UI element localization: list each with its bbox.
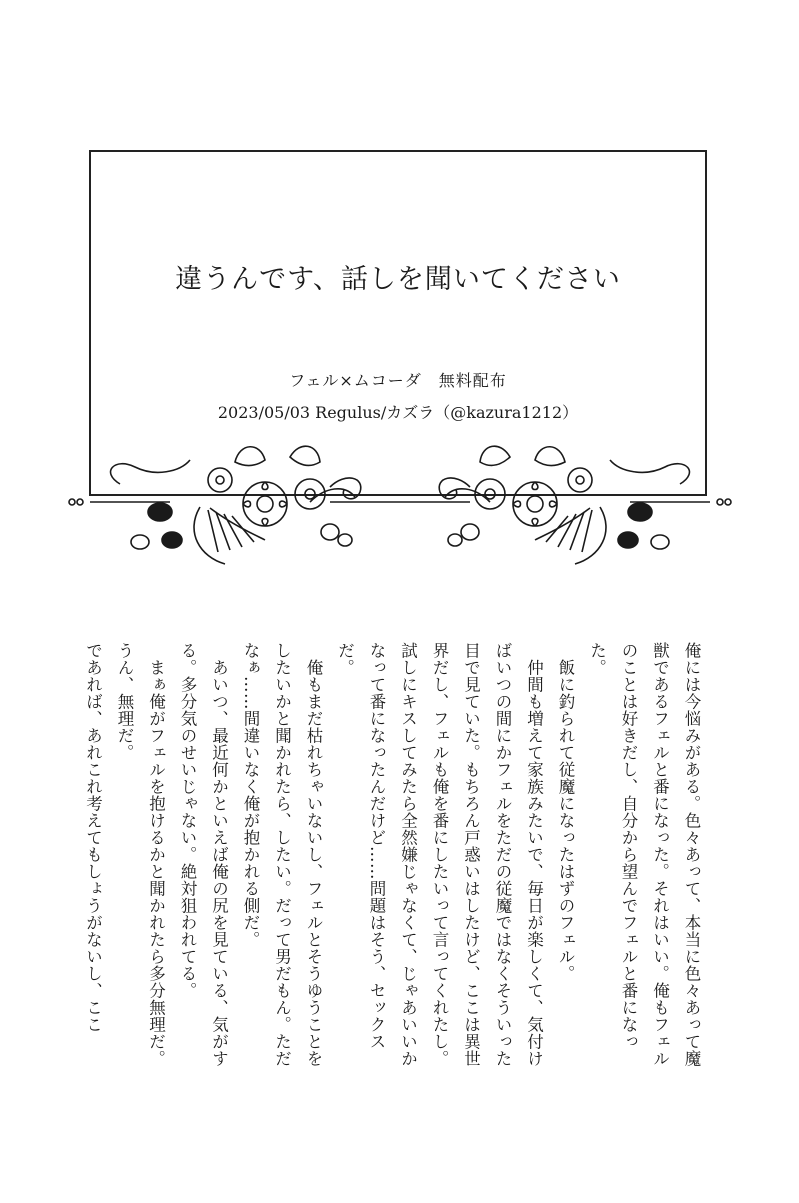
page-title: 違うんです、話しを聞いてください bbox=[175, 264, 621, 295]
floral-vine-ornament-icon bbox=[60, 432, 740, 572]
paragraph-8: であれば、あれこれ考えてもしょうがないし、ここ bbox=[83, 642, 103, 1033]
paragraph-1: 俺には今悩みがある。色々あって、本当に色々あって魔獣であるフェルと番になった。それはいい。俺もフェルのことは好きだし、自分から望んでフェルと番になった。 bbox=[587, 642, 701, 1067]
paragraph-5: 俺もまだ枯れちゃいないし、フェルとそうゆうことをしたいかと聞かれたら、したい。だって男だもん。ただなぁ……間違いなく俺が抱かれる側だ。 bbox=[241, 642, 323, 1067]
story-text-vertical bbox=[82, 642, 707, 1082]
paragraph-4: 試しにキスしてみたら全然嫌じゃなくて、じゃあいいかなって番になったんだけど……問題はそう、セックスだ。 bbox=[335, 642, 418, 1067]
credit-line: 2023/05/03 Regulus/カズラ（@kazura1212） bbox=[217, 403, 579, 422]
paragraph-2: 飯に釣られて従魔になったはずのフェル。 bbox=[556, 658, 575, 982]
subtitle: フェル×ムコーダ 無料配布 bbox=[289, 371, 507, 390]
paragraph-6: あいつ、最近何かといえば俺の尻を見ている、気がする。多分気のせいじゃない。絶対狙われてる。 bbox=[178, 642, 229, 1067]
paragraph-7: まぁ俺がフェルを抱けるかと聞かれたら多分無理だ。うん、無理だ。 bbox=[115, 642, 166, 1067]
paragraph-3: 仲間も増えて家族みたいで、毎日が楽しくて、気付けばいつの間にかフェルをただの従魔ではなくそういった目で見ていた。もちろん戸惑いはしたけど、ここは異世界だし、フェルも俺を番にしたいって言ってくれたし。 bbox=[430, 642, 544, 1067]
